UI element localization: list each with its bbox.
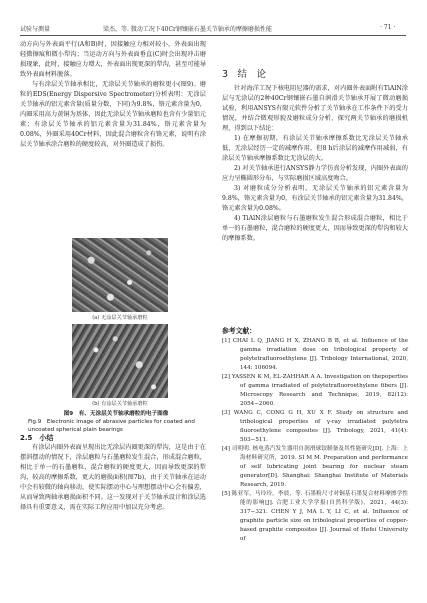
figure-9-title-en: Fig.9 Electronic image of abrasive particles for coated and uncoated spherical plain bearings bbox=[28, 419, 195, 433]
summary-paragraph-block bbox=[20, 443, 206, 513]
running-title: 梁杰，等. 微动工况下40Cr钢镶嵌石墨关节轴承的摩擦磨损性能 bbox=[103, 26, 272, 33]
paragraph-continued: 动方向与外表面平行(A和B)时，因接触应力相对较小，外表面出现轻微擦痕和微小犁沟；当运动方向与外表面垂直(C)时会出现冲击磨损现象，此时，接触应力增大，外表面出现更深的犁沟，甚至可能导致外表面材料脱落。 bbox=[20, 41, 206, 78]
reference-item: [1] CHAI L Q, JIANG H X, ZHANG B B, et al. Influence of the gamma irradiation dose on tribological property of polytetrafluoroethylene [J]. Tribology International, 2020, 144: 106094. bbox=[222, 338, 408, 371]
sem-image-uncoated bbox=[72, 238, 168, 312]
conclusion-intro: 针对海洋工况下核电阻尼器的需求，对内圈外表面附有TiAlN涂层与无涂层的2种40Cr钢镶嵌石墨自润滑关节轴承开展了微动磨损试验，利用ANSYS有限元软件分析了关节轴承在工作条件下的受力情况，并结合微观形貌及磨粒成分分析，探究两关节轴承的磨损机理，得到以下结论： bbox=[222, 85, 408, 132]
conclusion-3: 3) 对磨粒成分分析表明，无涂层关节轴承的铝元素含量为9.8%，铬元素含量为0，有涂层关节轴承的铝元素含量为31.84%，铬元素含量为0.08%。 bbox=[222, 185, 408, 212]
right-column bbox=[222, 84, 408, 244]
figure-9-title-cn: 图9 有、无涂层关节轴承磨粒的电子图像 bbox=[63, 411, 169, 417]
conclusion-4: 4) TiAlN涂层磨粒与石墨磨粒发生混合形成混合磨粒，相比于单一的石墨磨粒，混合磨粒的硬度更大，因而导致更深的犁沟和较大的摩擦系数。 bbox=[222, 215, 408, 242]
reference-item: [3] WANG C, CONG G H, XU X F. Study on structure and tribological properties of γ-ray irradiated polytetra fluoroethylene composites [J]. Tribology, 2021, 41(4): 503−511. bbox=[222, 410, 408, 443]
section-2-5-title: 2.5 小结 bbox=[20, 434, 54, 442]
figure-9b-caption: (b) 有涂层关节轴承磨粒 bbox=[92, 401, 148, 407]
figure-9-caption bbox=[28, 410, 204, 434]
references-title: 参考文献： bbox=[222, 327, 256, 335]
left-column bbox=[20, 40, 206, 150]
reference-item: [2] YASSEN K M, EL-ZAHHAR A A. Investigation on thepoperties of gamma irradiated of polytetrafluoroethylene fibers [J]. Microscopy Research and Technique, 2019, 82(12): 2054−2060. bbox=[222, 374, 408, 407]
page-number: · 71 · bbox=[380, 24, 396, 31]
header-rule bbox=[20, 35, 406, 36]
reference-item: [4] 司明明. 核电蒸汽发生器用自润滑球铰制备及其性能研究[D]. 上海：上海材料研究所，2019. SI M M. Preparation and performance of self lubricating joint bearing for nuclear steam generator[D]. Shanghai: Shanghai Institute of Materials Research, 2019. bbox=[222, 446, 408, 488]
paragraph-abrasive-analysis: 与有涂层关节轴承相比，无涂层关节轴承的磨粒更小(图9)。磨粒的EDS(Energy Dispersive Spectrometer)分析表明：无涂层关节轴承的铝元素含量(质量分数，下同)为9.8%，铬元素含量为0，内圈采用高力黄铜为基体，因此无涂层关节轴承磨粒也含有少量铝元素；有涂层关节轴承的铝元素含量为31.84%，铬元素含量为0.08%，外圈采用40Cr材料，因此混合磨粒含有铬元素，说明有涂层关节轴承涂合磨粒的硬度较高，对外圈造成了损伤。 bbox=[20, 81, 206, 148]
conclusion-2: 2) 对关节轴承进行ANSYS静力学仿真分析发现，内圈外表面的应力呈椭圆形分布，与实际磨损区域高度吻合。 bbox=[222, 165, 408, 182]
conclusion-1: 1) 在摩擦初期，有涂层关节轴承摩擦系数比无涂层关节轴承低，无涂层经历一定的减摩作用，但8 h后涂层的减摩作用减弱，有涂层关节轴承摩擦系数比无涂层的大。 bbox=[222, 135, 408, 162]
figure-9a-caption: (a) 无涂层关节轴承磨粒 bbox=[92, 315, 148, 321]
sem-image-coated bbox=[72, 324, 168, 398]
references-list bbox=[222, 337, 408, 544]
journal-name: 试验与测量 bbox=[20, 26, 51, 33]
reference-item: [5] 陈亚军，马玲玲，李晨，等. 石墨粉尺寸对铜基石墨复合材料摩擦学性能的影响[J]. 合肥工业大学学报(自然科学版)，2021，44(3): 317−321. CHEN Y J, MA L Y, LI C, et al. Influence of graphite particle size on tribological properties of copper-based graphite composites [J]. Journal of Hefei University of bbox=[222, 491, 408, 542]
section-3-title: 3 结 论 bbox=[222, 69, 267, 80]
summary-paragraph: 有涂层内圈外表面呈现出比无涂层内圈更深的犁沟，这是由于在摆斜摆动的情况下，涂层磨粒与石墨磨粒发生混合，形成混合磨粒，相比于单一的石墨磨粒，混合磨粒的硬度更大，因而导致更深的犁沟，较高的摩擦系数，更大的磨损面积(图7b)，由于关节轴承在运动中会有较微的轴向移动，使实际摆动中心与理想摆动中心会有偏差，从而导致两轴承磨损面积不同。这一发现对于关节轴承设计和涂层选择具有重要意义，需在实际工程应用中加以充分考虑。 bbox=[20, 444, 206, 511]
